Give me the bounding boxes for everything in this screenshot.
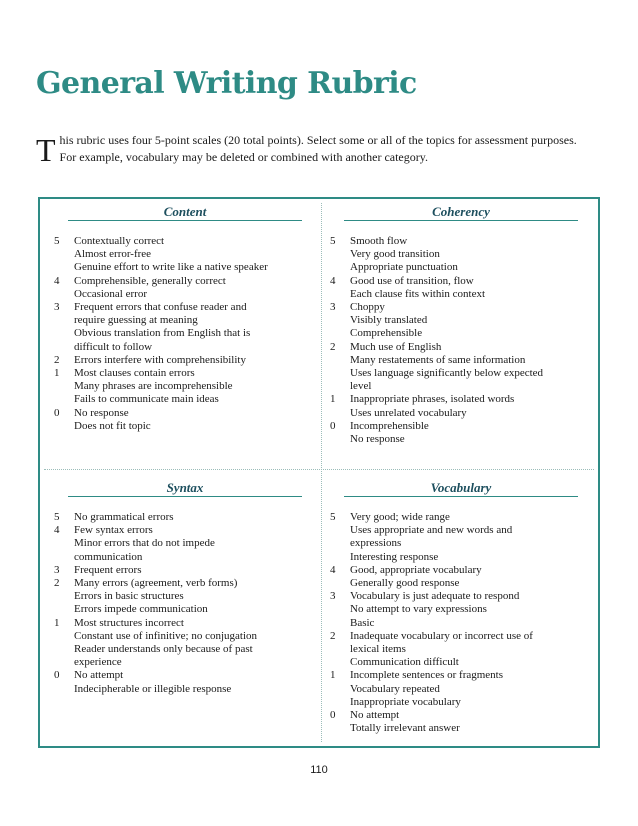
score-value: 4: [54, 274, 60, 287]
score-entry: [54, 301, 316, 354]
descriptor-line: Minor errors that do not impede: [74, 537, 215, 550]
section-heading-label: Vocabulary: [430, 480, 492, 495]
descriptor-line: Incomprehensible: [350, 419, 429, 432]
descriptor-line: Uses appropriate and new words and: [350, 524, 513, 537]
score-value: 3: [54, 563, 60, 576]
score-descriptors: [74, 669, 316, 695]
drop-cap: T: [36, 132, 56, 168]
score-entry: [54, 275, 316, 301]
score-descriptors: [74, 617, 316, 670]
score-entry: [54, 354, 316, 367]
descriptor-line: Very good transition: [350, 248, 440, 261]
descriptor-line: Communication difficult: [350, 656, 459, 669]
descriptor-line: Smooth flow: [350, 235, 408, 247]
score-list: [330, 235, 592, 446]
score-value: 2: [54, 577, 60, 590]
score-value: 4: [330, 563, 336, 576]
heading-underline: [344, 496, 578, 497]
score-descriptors: [350, 301, 592, 341]
score-value: 2: [330, 340, 336, 353]
descriptor-line: Comprehensible: [350, 327, 423, 340]
descriptor-line: No response: [350, 433, 405, 446]
descriptor-line: Vocabulary is just adequate to respond: [350, 590, 520, 603]
descriptor-line: lexical items: [350, 643, 406, 656]
descriptor-line: expressions: [350, 537, 402, 550]
score-value: 1: [330, 393, 336, 406]
descriptor-line: Constant use of infinitive; no conjugation: [74, 629, 258, 642]
score-descriptors: [350, 235, 592, 275]
section-heading-label: Content: [163, 204, 207, 219]
descriptor-line: Inappropriate phrases, isolated words: [350, 393, 515, 406]
score-descriptors: [74, 564, 316, 577]
descriptor-line: experience: [74, 656, 122, 669]
descriptor-line: Choppy: [350, 301, 385, 314]
descriptor-line: Errors interfere with comprehensibility: [74, 353, 246, 366]
score-descriptors: [74, 301, 316, 354]
score-descriptors: [350, 511, 592, 564]
heading-underline: [68, 496, 302, 497]
descriptor-line: No attempt: [350, 709, 400, 722]
score-entry: [54, 577, 316, 617]
score-entry: [330, 301, 592, 341]
score-value: 5: [330, 235, 336, 247]
score-descriptors: [74, 524, 316, 564]
score-entry: [54, 511, 316, 524]
score-value: 3: [330, 301, 336, 314]
score-descriptors: [350, 709, 592, 735]
score-entry: [330, 341, 592, 394]
score-list: [54, 235, 316, 433]
intro-text: his rubric uses four 5-point scales (20 total points). Select some or all of the topics for assessment purposes. For example, vocabulary may be deleted or combined with another category.: [59, 133, 577, 164]
score-entry: [330, 393, 592, 419]
section-heading: [344, 204, 578, 221]
descriptor-line: Appropriate punctuation: [350, 261, 458, 274]
descriptor-line: Genuine effort to write like a native speaker: [74, 261, 268, 274]
score-value: 0: [54, 406, 60, 419]
score-entry: [54, 669, 316, 695]
descriptor-line: Fails to communicate main ideas: [74, 393, 219, 406]
score-entry: [54, 235, 316, 275]
heading-underline: [344, 220, 578, 221]
descriptor-line: No attempt: [74, 669, 124, 682]
descriptor-line: Interesting response: [350, 550, 439, 563]
score-value: 5: [54, 511, 60, 523]
score-descriptors: [74, 275, 316, 301]
section-heading: [344, 480, 578, 497]
score-entry: [54, 617, 316, 670]
descriptor-line: Contextually correct: [74, 235, 165, 247]
score-descriptors: [350, 393, 592, 419]
score-value: 3: [54, 301, 60, 314]
descriptor-line: No response: [74, 406, 129, 419]
descriptor-line: Many restatements of same information: [350, 353, 526, 366]
score-entry: [54, 407, 316, 433]
section-heading: [68, 480, 302, 497]
score-descriptors: [74, 511, 316, 524]
descriptor-line: communication: [74, 550, 143, 563]
score-value: 1: [54, 616, 60, 629]
score-descriptors: [350, 630, 592, 670]
score-value: 4: [54, 524, 60, 537]
descriptor-line: Inadequate vocabulary or incorrect use of: [350, 629, 533, 642]
descriptor-line: Much use of English: [350, 340, 442, 353]
descriptor-line: Generally good response: [350, 577, 460, 590]
page-title: General Writing Rubric: [36, 66, 417, 101]
descriptor-line: Inappropriate vocabulary: [350, 695, 461, 708]
descriptor-line: Errors in basic structures: [74, 590, 184, 603]
score-entry: [330, 275, 592, 301]
descriptor-line: No grammatical errors: [74, 511, 174, 523]
score-entry: [330, 511, 592, 564]
score-value: 1: [54, 367, 60, 380]
score-list: [54, 511, 316, 696]
score-descriptors: [74, 577, 316, 617]
descriptor-line: Basic: [350, 616, 375, 629]
section-heading-label: Syntax: [166, 480, 204, 495]
score-entry: [330, 669, 592, 709]
score-value: 5: [330, 511, 336, 523]
score-value: 3: [330, 590, 336, 603]
descriptor-line: Indecipherable or illegible response: [74, 682, 232, 695]
descriptor-line: difficult to follow: [74, 340, 153, 353]
section-heading-label: Coherency: [432, 204, 490, 219]
score-descriptors: [74, 235, 316, 275]
score-descriptors: [74, 354, 316, 367]
score-value: 0: [54, 669, 60, 682]
score-entry: [54, 564, 316, 577]
descriptor-line: Visibly translated: [350, 314, 428, 327]
descriptor-line: No attempt to vary expressions: [350, 603, 487, 616]
descriptor-line: Most structures incorrect: [74, 616, 184, 629]
score-descriptors: [350, 420, 592, 446]
descriptor-line: Errors impede communication: [74, 603, 208, 616]
descriptor-line: Most clauses contain errors: [74, 367, 195, 380]
descriptor-line: Frequent errors: [74, 563, 142, 576]
score-value: 1: [330, 669, 336, 682]
section-syntax: [54, 480, 316, 696]
score-entry: [330, 420, 592, 446]
descriptor-line: Obvious translation from English that is: [74, 327, 251, 340]
score-descriptors: [350, 669, 592, 709]
section-content: [54, 204, 316, 433]
score-entry: [330, 709, 592, 735]
score-entry: [330, 564, 592, 590]
descriptor-line: Few syntax errors: [74, 524, 153, 537]
descriptor-line: Many phrases are incomprehensible: [74, 380, 233, 393]
score-value: 5: [54, 235, 60, 247]
row-divider: [44, 469, 594, 470]
score-entry: [54, 524, 316, 564]
score-value: 2: [330, 629, 336, 642]
descriptor-line: Totally irrelevant answer: [350, 722, 460, 735]
score-value: 2: [54, 353, 60, 366]
score-entry: [330, 630, 592, 670]
score-list: [330, 511, 592, 735]
score-descriptors: [350, 275, 592, 301]
page-number: 110: [310, 764, 328, 776]
descriptor-line: Uses language significantly below expected: [350, 367, 544, 380]
descriptor-line: Good, appropriate vocabulary: [350, 563, 482, 576]
descriptor-line: Good use of transition, flow: [350, 274, 474, 287]
score-value: 0: [330, 709, 336, 722]
descriptor-line: level: [350, 380, 372, 393]
descriptor-line: Vocabulary repeated: [350, 682, 440, 695]
descriptor-line: Occasional error: [74, 287, 147, 300]
score-descriptors: [350, 564, 592, 590]
descriptor-line: Many errors (agreement, verb forms): [74, 577, 238, 590]
score-descriptors: [74, 367, 316, 407]
descriptor-line: Very good; wide range: [350, 511, 450, 523]
descriptor-line: Comprehensible, generally correct: [74, 274, 226, 287]
descriptor-line: Almost error-free: [74, 248, 152, 261]
descriptor-line: Incomplete sentences or fragments: [350, 669, 504, 682]
score-value: 4: [330, 274, 336, 287]
score-descriptors: [350, 590, 592, 630]
section-vocabulary: [330, 480, 592, 735]
intro-paragraph: [36, 132, 596, 166]
score-descriptors: [74, 407, 316, 433]
score-entry: [330, 590, 592, 630]
score-entry: [54, 367, 316, 407]
heading-underline: [68, 220, 302, 221]
score-descriptors: [350, 341, 592, 394]
descriptor-line: Uses unrelated vocabulary: [350, 406, 467, 419]
descriptor-line: Reader understands only because of past: [74, 643, 253, 656]
column-divider: [321, 203, 322, 742]
score-entry: [330, 235, 592, 275]
descriptor-line: Does not fit topic: [74, 419, 151, 432]
descriptor-line: require guessing at meaning: [74, 314, 198, 327]
score-value: 0: [330, 419, 336, 432]
section-coherency: [330, 204, 592, 446]
rubric-table: [38, 197, 600, 748]
descriptor-line: Each clause fits within context: [350, 287, 486, 300]
section-heading: [68, 204, 302, 221]
descriptor-line: Frequent errors that confuse reader and: [74, 301, 247, 314]
